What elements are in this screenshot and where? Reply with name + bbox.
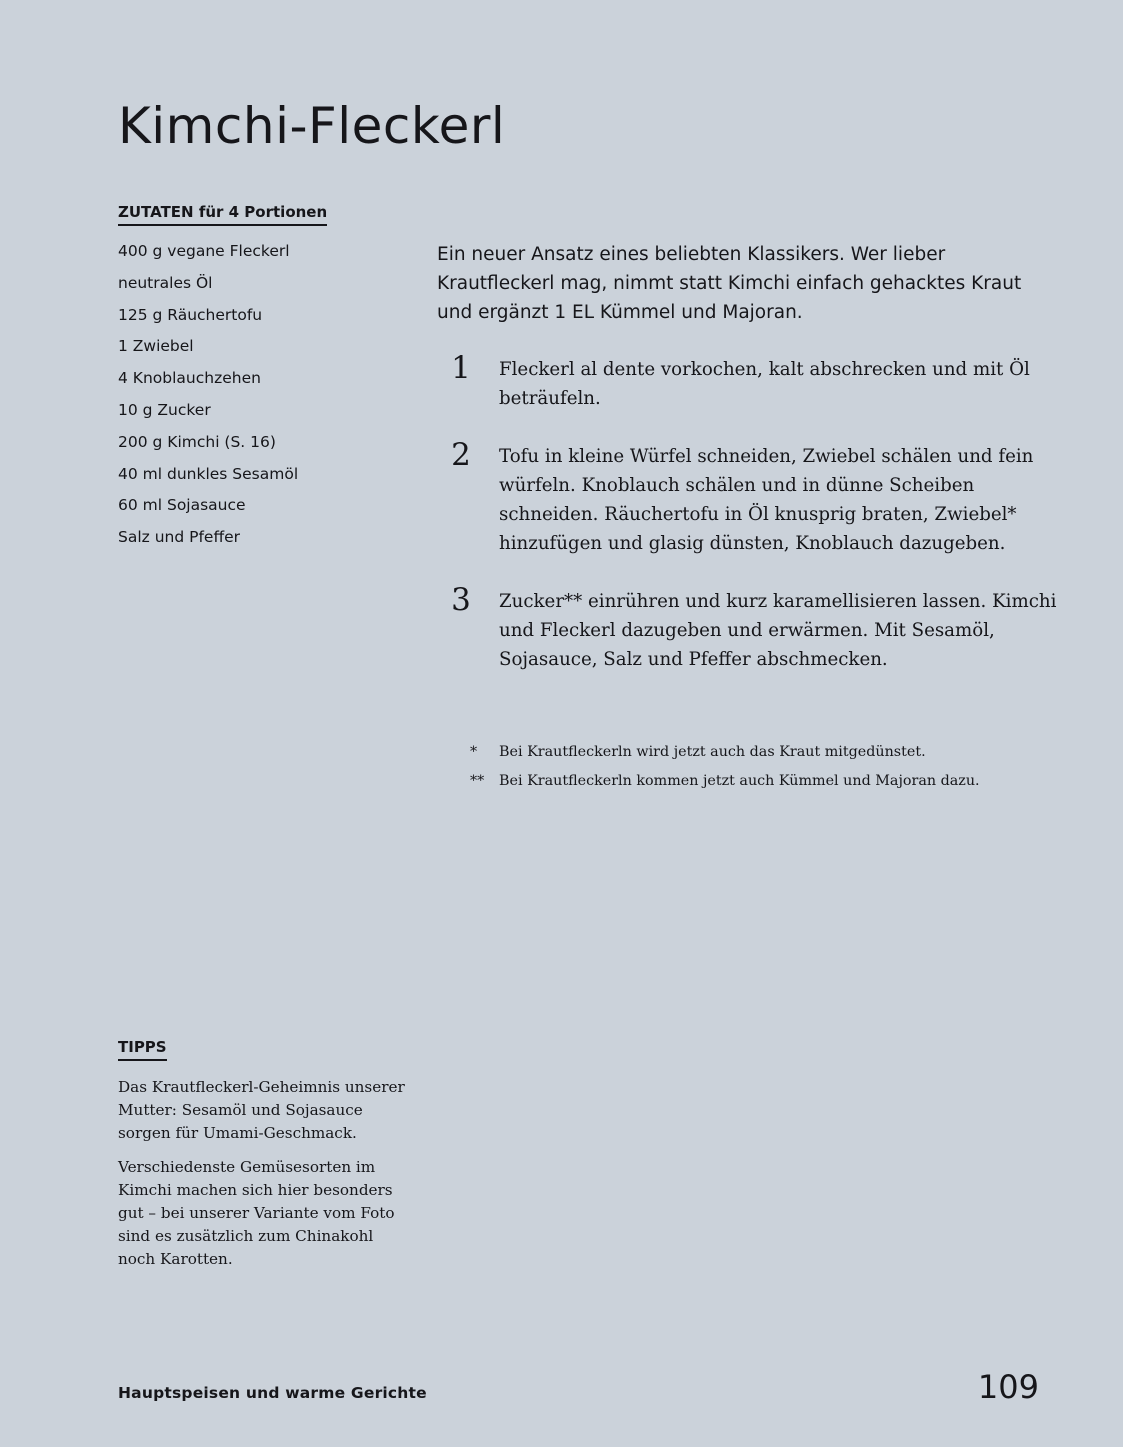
footnote-text: Bei Krautfleckerln wird jetzt auch das Kraut mitgedünstet. xyxy=(499,744,926,760)
recipe-title: Kimchi-Fleckerl xyxy=(118,97,506,155)
tips-heading: TIPPS xyxy=(118,1037,167,1061)
ingredient-item: 200 g Kimchi (S. 16) xyxy=(118,432,276,451)
ingredient-item: 125 g Räuchertofu xyxy=(118,305,263,324)
footnote-mark: * xyxy=(470,744,478,760)
tip-paragraph: Verschiedenste Gemüsesorten im Kimchi machen sich hier besonders gut – bei unserer Variante vom Foto sind es zusätzlich zum Chinakohl noch Karotten. xyxy=(118,1158,395,1268)
step-text: Tofu in kleine Würfel schneiden, Zwiebel schälen und fein würfeln. Knoblauch schälen und in dünne Scheiben schneiden. Räuchertofu in Öl knusprig braten, Zwiebel* hinzufügen und glasig dünsten, Knoblauch dazugeben. xyxy=(499,446,1034,554)
step-number: 1 xyxy=(451,350,471,386)
step-text: Fleckerl al dente vorkochen, kalt abschrecken und mit Öl beträufeln. xyxy=(499,359,1030,409)
ingredient-item: 400 g vegane Fleckerl xyxy=(118,242,290,260)
footnote xyxy=(470,741,1030,764)
tip-paragraph: Das Krautfleckerl-Geheimnis unserer Mutter: Sesamöl und Sojasauce sorgen für Umami-Geschmack. xyxy=(118,1078,405,1142)
chapter-footer: Hauptspeisen und warme Gerichte xyxy=(118,1384,427,1402)
ingredient-item: neutrales Öl xyxy=(118,273,213,292)
ingredient-item: 10 g Zucker xyxy=(118,400,211,419)
step xyxy=(440,350,1060,413)
tips-section xyxy=(118,1076,408,1282)
footnote-mark: ** xyxy=(470,773,485,789)
ingredient-item: 1 Zwiebel xyxy=(118,337,194,356)
ingredients-list xyxy=(118,240,398,558)
ingredient-item: 60 ml Sojasauce xyxy=(118,496,246,515)
step-text: Zucker** einrühren und kurz karamellisieren lassen. Kimchi und Fleckerl dazugeben und erwärmen. Mit Sesamöl, Sojasauce, Salz und Pfeffer abschmecken. xyxy=(499,591,1057,670)
step-number: 3 xyxy=(451,582,471,618)
step xyxy=(440,582,1060,674)
page-number: 109 xyxy=(977,1368,1039,1406)
ingredient-item: Salz und Pfeffer xyxy=(118,528,241,547)
preparation-steps xyxy=(440,350,1060,703)
step-number: 2 xyxy=(451,437,471,473)
footnotes xyxy=(470,741,1030,799)
recipe-intro: Ein neuer Ansatz eines beliebten Klassikers. Wer lieber Krautfleckerl mag, nimmt statt Kimchi einfach gehacktes Kraut und ergänzt 1 EL Kümmel und Majoran. xyxy=(437,244,1022,323)
footnote xyxy=(470,770,1030,793)
ingredients-heading: ZUTATEN für 4 Portionen xyxy=(118,202,327,226)
step xyxy=(440,437,1060,558)
ingredient-item: 40 ml dunkles Sesamöl xyxy=(118,464,299,483)
ingredient-item: 4 Knoblauchzehen xyxy=(118,369,261,388)
footnote-text: Bei Krautfleckerln kommen jetzt auch Kümmel und Majoran dazu. xyxy=(499,773,980,789)
